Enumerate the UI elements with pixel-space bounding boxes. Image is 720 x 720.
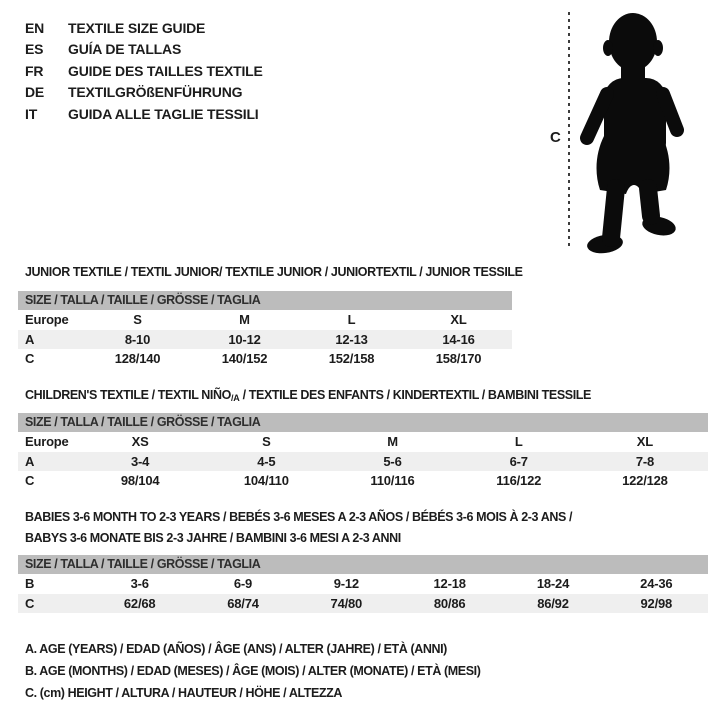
height-cell: 62/68 — [123, 595, 156, 611]
size-cell: S — [262, 434, 271, 449]
height-cell: 110/116 — [370, 473, 415, 488]
title-part: / TEXTILE DES ENFANTS / KINDERTEXTIL / BAMBINI TESSILE — [239, 388, 591, 402]
language-label: GUIDA ALLE TAGLIE TESSILI — [68, 105, 259, 122]
table-row-height — [18, 471, 708, 491]
height-cell: 158/170 — [435, 351, 482, 366]
age-cell: 5-6 — [383, 453, 402, 469]
babies-section-title-line2: BABYS 3-6 MONATE BIS 2-3 JAHRE / BAMBINI 3-6 MESI A 2-3 ANNI — [25, 531, 401, 545]
size-cell: L — [347, 312, 356, 327]
size-header-bar: SIZE / TALLA / TAILLE / GRÖSSE / TAGLIA — [18, 555, 708, 574]
table-row-age — [18, 452, 708, 472]
table-row-height — [18, 594, 708, 614]
language-label: GUIDE DES TAILLES TEXTILE — [68, 62, 263, 79]
babies-size-table — [18, 555, 708, 613]
height-cell: 74/80 — [330, 595, 363, 611]
junior-section-title: JUNIOR TEXTILE / TEXTIL JUNIOR/ TEXTILE JUNIOR / JUNIORTEXTIL / JUNIOR TESSILE — [25, 265, 523, 279]
height-cell: 80/86 — [433, 595, 466, 611]
row-label: Europe — [25, 434, 69, 449]
row-label: A — [25, 453, 35, 469]
age-cell: 6-7 — [509, 453, 528, 469]
height-cell: 92/98 — [640, 595, 673, 611]
height-cell: 116/122 — [496, 473, 542, 488]
language-code: FR — [25, 62, 44, 79]
title-part: CHILDREN'S TEXTILE / TEXTIL NIÑO — [25, 388, 231, 402]
row-label: Europe — [25, 312, 69, 327]
footnote-a: A. AGE (YEARS) / EDAD (AÑOS) / ÂGE (ANS) / ALTER (JAHRE) / ETÀ (ANNI) — [25, 642, 447, 656]
footnote-b: B. AGE (MONTHS) / EDAD (MESES) / ÂGE (MOIS) / ALTER (MONATE) / ETÀ (MESI) — [25, 664, 481, 678]
age-cell: 4-5 — [257, 453, 276, 469]
age-cell: 7-8 — [635, 453, 655, 469]
height-measure-label: C — [550, 129, 561, 146]
children-section-title — [25, 388, 591, 403]
age-cell: 9-12 — [333, 576, 359, 591]
height-cell: 128/140 — [114, 351, 161, 366]
height-cell: 122/128 — [622, 473, 668, 488]
language-row-de — [25, 82, 263, 104]
table-row-age — [18, 330, 512, 350]
size-cell: S — [133, 312, 142, 327]
language-code: IT — [25, 105, 38, 122]
title-subscript: /A — [230, 393, 240, 403]
height-cell: 68/74 — [227, 595, 259, 611]
language-code: ES — [25, 41, 44, 58]
size-cell: L — [514, 434, 523, 449]
age-cell: 14-16 — [442, 331, 475, 347]
age-cell: 24-36 — [640, 576, 673, 591]
size-header-bar: SIZE / TALLA / TAILLE / GRÖSSE / TAGLIA — [18, 291, 512, 310]
age-cell: 8-10 — [124, 331, 151, 347]
size-cell: XL — [450, 312, 467, 327]
age-cell: 3-6 — [130, 576, 149, 591]
child-silhouette — [578, 8, 690, 258]
age-cell: 18-24 — [536, 576, 570, 591]
footnote-c: C. (cm) HEIGHT / ALTURA / HAUTEUR / HÖHE / ALTEZZA — [25, 686, 343, 700]
language-code: DE — [25, 84, 45, 101]
table-row-age-months — [18, 574, 708, 594]
size-cell: XS — [131, 434, 149, 449]
row-label: C — [25, 595, 35, 611]
row-label: C — [25, 351, 35, 366]
height-cell: 86/92 — [537, 595, 569, 611]
language-label: GUÍA DE TALLAS — [68, 41, 182, 58]
row-label: B — [25, 576, 35, 591]
junior-size-table — [18, 291, 512, 369]
height-cell: 104/110 — [243, 473, 289, 488]
age-cell: 3-4 — [131, 453, 150, 469]
children-size-table — [18, 413, 708, 491]
row-label: A — [25, 331, 35, 347]
language-row-it — [25, 103, 263, 125]
table-row-europe — [18, 310, 512, 330]
row-label: C — [25, 473, 35, 488]
size-cell: M — [387, 434, 398, 449]
height-cell: 98/104 — [120, 473, 160, 488]
height-cell: 140/152 — [221, 351, 268, 366]
age-cell: 12-18 — [433, 576, 466, 591]
age-cell: 10-12 — [228, 331, 261, 347]
language-code: EN — [25, 19, 45, 36]
language-row-fr — [25, 60, 263, 82]
babies-section-title-line1: BABIES 3-6 MONTH TO 2-3 YEARS / BEBÉS 3-6 MESES A 2-3 AÑOS / BÉBÉS 3-6 MOIS À 2-3 ANS / — [25, 510, 573, 524]
size-cell: XL — [636, 434, 654, 449]
language-row-en — [25, 17, 263, 39]
age-cell: 6-9 — [233, 576, 253, 591]
legend-footnotes — [25, 642, 481, 708]
size-header-bar: SIZE / TALLA / TAILLE / GRÖSSE / TAGLIA — [18, 413, 708, 432]
language-label: TEXTILGRÖßENFÜHRUNG — [68, 84, 243, 101]
age-cell: 12-13 — [335, 331, 368, 347]
height-measure-dotted-line — [568, 12, 570, 250]
table-row-height — [18, 349, 512, 369]
table-row-europe — [18, 432, 708, 452]
language-row-es — [25, 39, 263, 61]
language-label: TEXTILE SIZE GUIDE — [68, 19, 206, 36]
language-title-list — [25, 17, 263, 125]
size-cell: M — [239, 312, 250, 327]
height-cell: 152/158 — [328, 351, 375, 366]
